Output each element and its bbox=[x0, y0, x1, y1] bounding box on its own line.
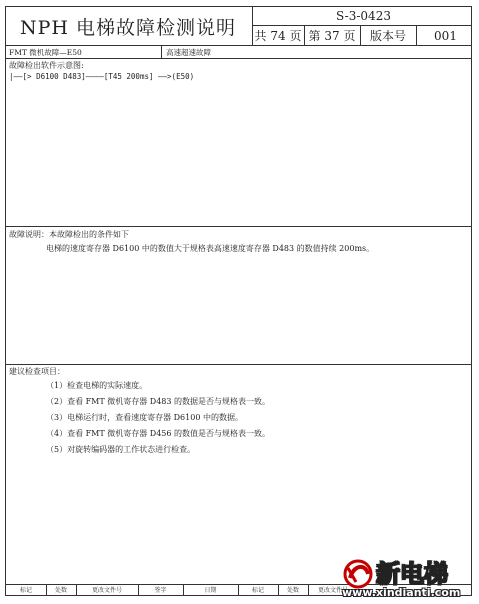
fault-name: 高速超速故障 bbox=[166, 48, 211, 57]
footer-cell: 更改文件号 bbox=[91, 587, 122, 594]
check-item: （5）对旋转编码器的工作状态进行检查。 bbox=[46, 445, 196, 454]
diagram-section-line bbox=[6, 226, 471, 227]
footer-cell: 签字 bbox=[154, 587, 167, 594]
total-pages: 共 74 页 bbox=[254, 29, 302, 43]
check-item: （1）检查电梯的实际速度。 bbox=[46, 381, 148, 390]
footer-cell: 日期 bbox=[204, 587, 217, 594]
check-item: （3）电梯运行时，查看速度寄存器 D6100 中的数据。 bbox=[46, 413, 243, 422]
description-section-line bbox=[6, 364, 471, 365]
footer-cell: 处数 bbox=[286, 587, 299, 594]
version-label: 版本号 bbox=[369, 29, 406, 43]
cell-divider bbox=[304, 25, 305, 45]
logo-brand: 新电梯 bbox=[376, 560, 448, 588]
header-inner-line bbox=[252, 25, 471, 26]
footer-cell: 标记 bbox=[251, 587, 264, 594]
page-number: 第 37 页 bbox=[308, 29, 356, 43]
header-bottom-line bbox=[6, 45, 471, 46]
footer-cell: 标记 bbox=[19, 587, 32, 594]
version-number: 001 bbox=[434, 29, 457, 43]
document-number: S-3-0423 bbox=[336, 9, 391, 23]
fault-code: FMT 微机故障—E50 bbox=[9, 48, 82, 57]
fault-divider bbox=[161, 45, 162, 58]
document-frame bbox=[5, 6, 472, 596]
footer-cell: 更改文件号 bbox=[317, 587, 348, 594]
check-item: （2）查看 FMT 微机寄存器 D483 的数据是否与规格表一致。 bbox=[46, 397, 271, 406]
checks-heading: 建议检查项目： bbox=[9, 367, 65, 376]
description-text: 电梯的速度寄存器 D6100 中的数值大于规格表高速速度寄存器 D483 的数值持续 200ms。 bbox=[46, 244, 375, 253]
footer-cell: 处数 bbox=[54, 587, 67, 594]
header-divider bbox=[252, 7, 253, 45]
logo-url: www.xindianti.com bbox=[342, 586, 461, 599]
ladder-diagram: |——[> D6100 D483]————[T45 200ms] ——>(E50) bbox=[9, 72, 195, 81]
document-title: NPH 电梯故障检测说明 bbox=[19, 17, 237, 39]
fault-row-line bbox=[6, 58, 471, 59]
description-heading: 故障说明：本故障检出的条件如下 bbox=[9, 230, 129, 239]
check-item: （4）查看 FMT 微机寄存器 D456 的数值是否与规格表一致。 bbox=[46, 429, 271, 438]
cell-divider bbox=[360, 25, 361, 45]
watermark-logo bbox=[338, 552, 474, 600]
diagram-title: 故障检出软件示意图: bbox=[9, 61, 84, 70]
cell-divider bbox=[416, 25, 417, 45]
